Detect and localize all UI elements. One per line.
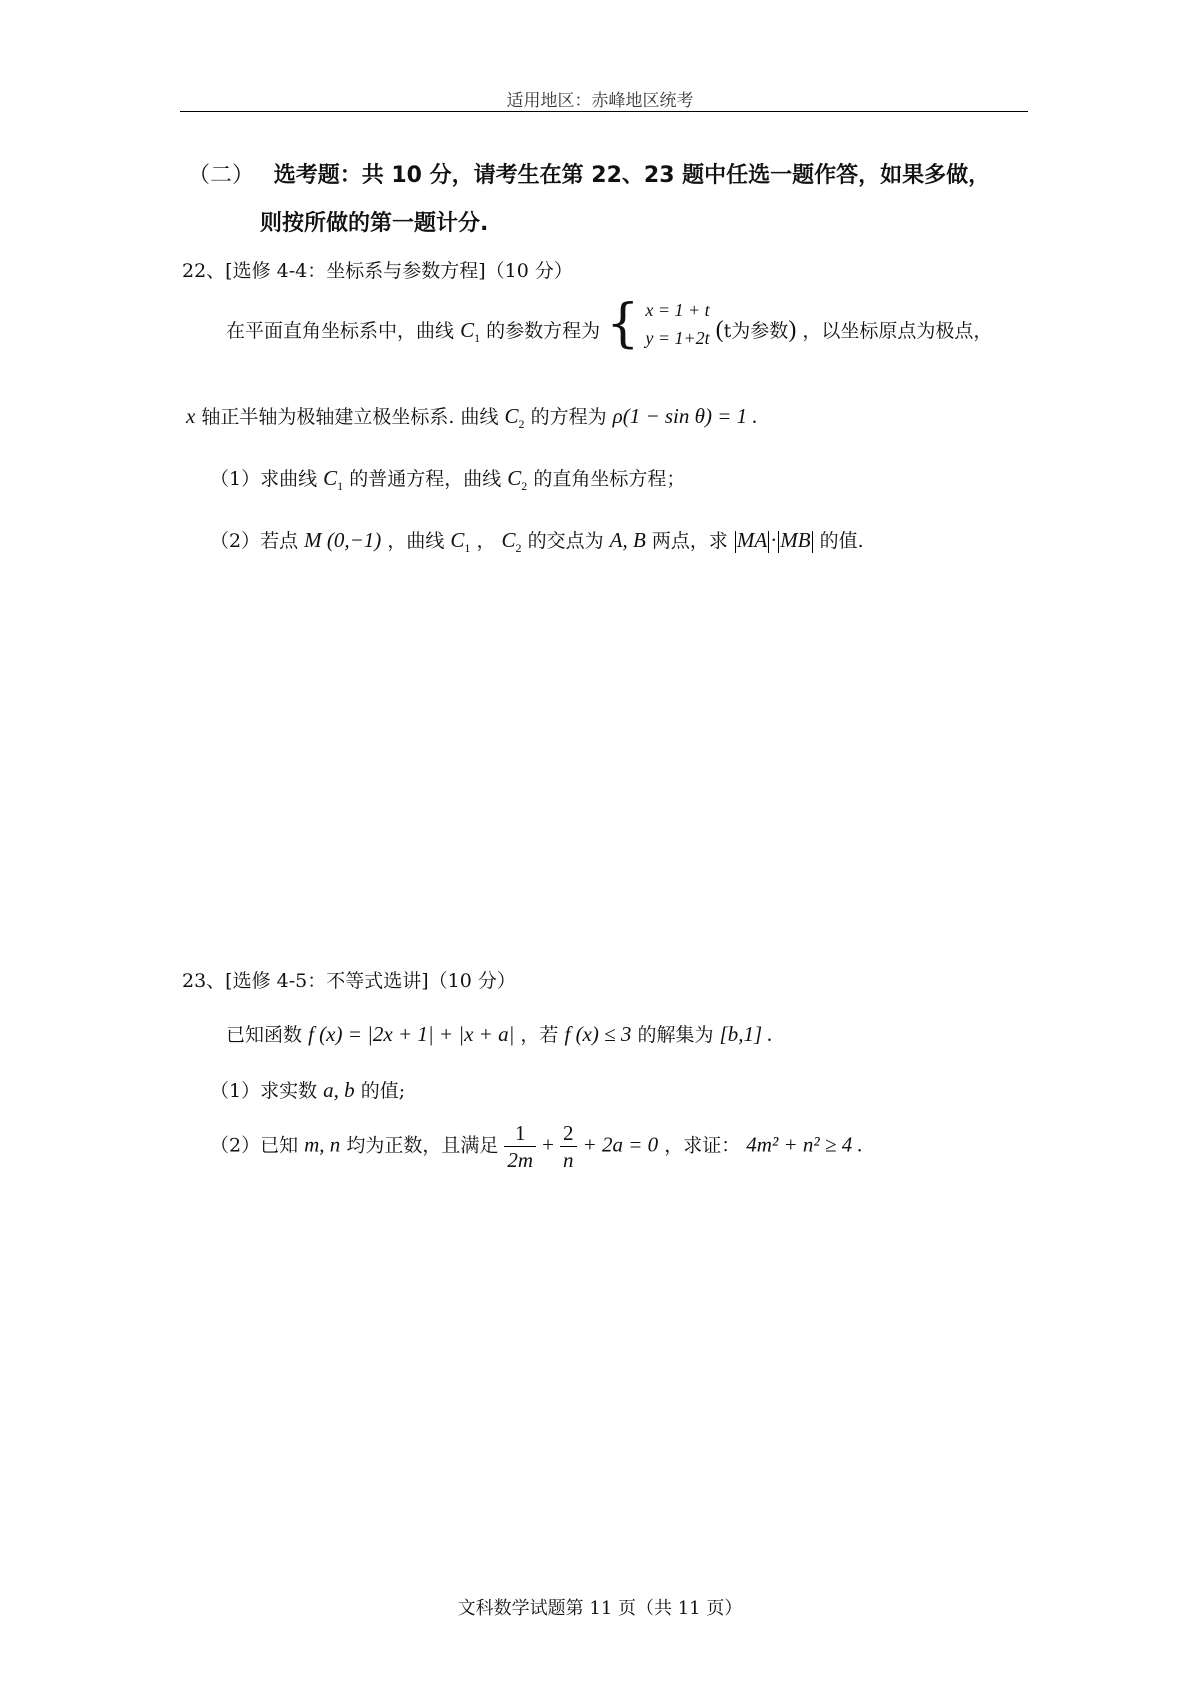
q22-p1-label: （1）求曲线	[210, 468, 318, 490]
ma-mb-product: MA · MB	[736, 528, 811, 552]
parametric-system: { x = 1 + t y = 1+2t	[606, 294, 710, 354]
fraction-2-over-n	[560, 1120, 577, 1173]
q22-p2-label: （2）若点	[210, 530, 299, 552]
polar-equation: ρ(1 − sin θ) = 1 .	[612, 404, 758, 428]
q23-p2-a: 均为正数，且满足	[346, 1134, 499, 1157]
x-axis-var: x	[186, 404, 196, 428]
solution-interval: [b,1] .	[719, 1022, 773, 1046]
q23-intro-b: ，若	[520, 1024, 559, 1046]
curve-c1-ref: $C_1$	[323, 466, 344, 494]
curve-c1: $C_1$	[460, 318, 481, 346]
q22-part2	[210, 526, 864, 556]
q22-line2-b: 的方程为	[530, 406, 607, 428]
points-ab: A, B	[609, 528, 646, 552]
param-note: t为参数	[723, 320, 789, 342]
curve-c1-p2: $C_1$	[450, 528, 471, 556]
q22-intro-c: ，以坐标原点为极点，	[802, 320, 993, 342]
section-title-line2: 则按所做的第一题计分.	[260, 211, 489, 236]
q23-part2: （2）已知 m, n 均为正数，且满足 $\frac{1}{2m}$ + $\frac{2}{n}$ + 2a = 0 ，求证： 4m² + n² ≥ 4 .	[210, 1121, 863, 1172]
q23-p1-a: 的值;	[360, 1080, 406, 1102]
condition-rest: + 2a = 0	[582, 1132, 659, 1157]
frac1-numerator: 1	[504, 1120, 536, 1147]
q23-part1	[210, 1076, 405, 1103]
frac2-denominator: n	[563, 1148, 574, 1172]
prove-inequality: 4m² + n² ≥ 4 .	[746, 1132, 863, 1157]
frac1-denominator: 2m	[507, 1148, 534, 1172]
q23-p1-label: （1）求实数	[210, 1080, 318, 1102]
q23-intro-c: 的解集为	[637, 1024, 714, 1046]
function-def: f (x) = |2x + 1| + |x + a|	[308, 1022, 515, 1046]
sys-y-eq: y = 1+2t	[645, 328, 710, 348]
q22-p2-e: 的值.	[819, 530, 864, 552]
inequality: f (x) ≤ 3	[564, 1022, 632, 1046]
q23-intro-a: 已知函数	[226, 1024, 303, 1046]
fraction-1-over-2m	[504, 1120, 536, 1173]
header-rule	[180, 111, 1028, 112]
q22-intro-b: 的参数方程为	[486, 320, 601, 342]
curve-c2: $C_2$	[504, 404, 525, 432]
section-title-line1: 选考题：共 10 分，请考生在第 22、23 题中任选一题作答，如果多做，	[273, 163, 991, 188]
vars-mn: m, n	[304, 1132, 341, 1157]
q23-intro	[226, 1020, 773, 1047]
q22-p2-c: 的交点为	[527, 530, 604, 552]
q22-line2	[186, 402, 758, 432]
q23-heading: 23、[选修 4-5：不等式选讲]（10 分）	[182, 970, 516, 992]
section-number: （二）	[188, 163, 255, 188]
q22-p1-b: 的直角坐标方程；	[533, 468, 686, 490]
page-footer: 文科数学试题第 11 页（共 11 页）	[457, 1598, 743, 1619]
q22-p2-d: 两点，求	[651, 530, 728, 552]
curve-c2-p2: $C_2$	[501, 528, 522, 556]
q22-p2-a: ，曲线	[387, 530, 445, 552]
q22-p1-a: 的普通方程，曲线	[349, 468, 502, 490]
q22-line2-a: 轴正半轴为极轴建立极坐标系. 曲线	[201, 406, 499, 428]
q23-p2-b: ，求证：	[664, 1134, 741, 1157]
sys-x-eq: x = 1 + t	[645, 300, 710, 320]
q22-heading: 22、[选修 4-4：坐标系与参数方程]（10 分）	[182, 260, 573, 282]
q23-p2-label: （2）已知	[210, 1134, 299, 1157]
frac2-numerator: 2	[560, 1120, 577, 1147]
q22-part1	[210, 464, 685, 494]
q22-p2-b: ，	[476, 530, 496, 552]
curve-c2-ref: $C_2$	[507, 466, 528, 494]
point-m: M (0,−1)	[304, 528, 382, 552]
q22-intro: 在平面直角坐标系中，曲线 $C_1$ 的参数方程为 { x = 1 + t y = 1+2t (t为参数) ，以坐标原点为极点，	[226, 294, 993, 354]
q22-intro-a: 在平面直角坐标系中，曲线	[226, 320, 455, 342]
page-header: 适用地区：赤峰地区统考	[506, 91, 694, 111]
section-heading	[188, 158, 990, 189]
vars-ab: a, b	[323, 1078, 355, 1102]
